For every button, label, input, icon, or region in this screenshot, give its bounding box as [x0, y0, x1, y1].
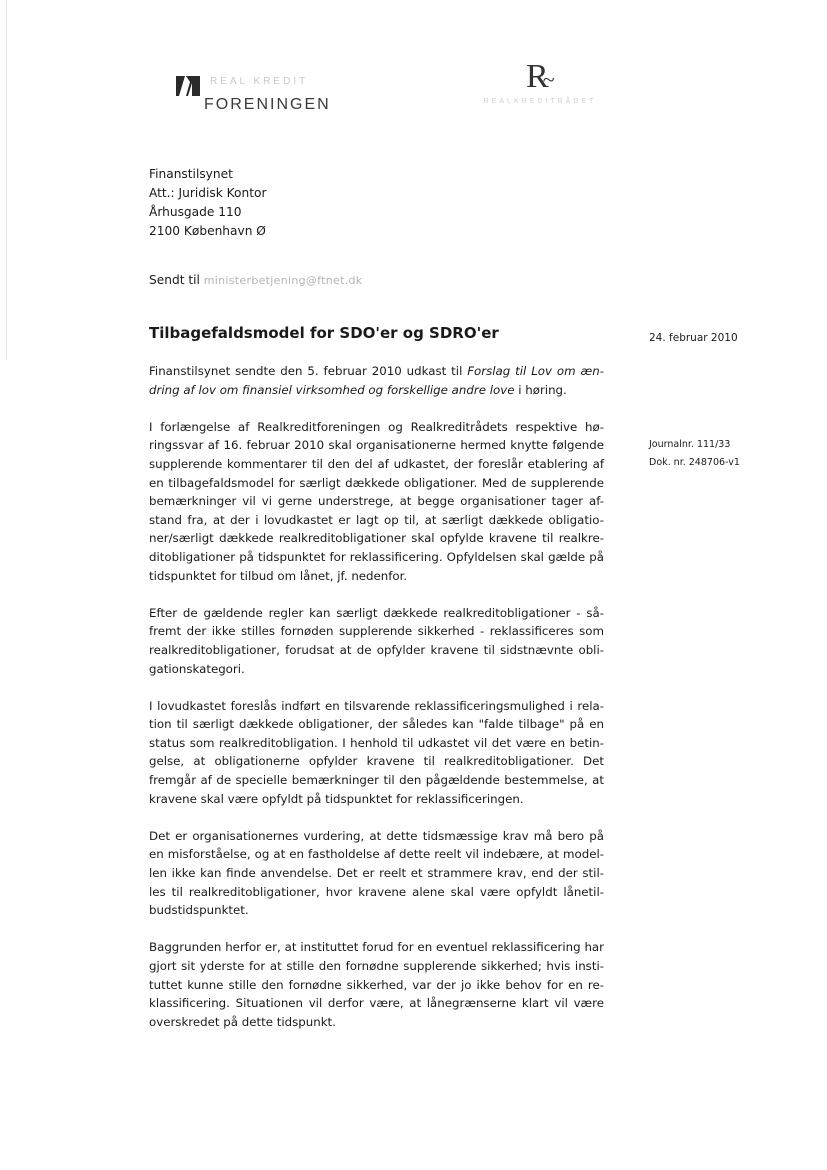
- paragraph-line: kravene skal være opfyldt på tidspunktet for reklassificeringen.: [149, 791, 524, 806]
- paragraph-line: overskredet på dette tidspunkt.: [149, 1014, 336, 1029]
- paragraph-line: budstidspunktet.: [149, 903, 249, 918]
- paragraph-line: status som realkreditobligation. I henhold til udkastet vil det være en betin-: [149, 735, 604, 750]
- sent-to-line: [149, 273, 362, 287]
- sent-to-email: ministerbetjening@ftnet.dk: [203, 274, 363, 287]
- logo-right-monogram-letter: R: [526, 58, 543, 95]
- foreningen-logo-mark-icon: [176, 74, 200, 96]
- paragraph-line: gjort sit yderste for at stille den fornødne supplerende sikkerhed; hvis insti-: [149, 959, 604, 973]
- recipient-line-3: Århusgade 110: [149, 205, 242, 219]
- paragraph-line: Det er organisationernes vurdering, at dette tidsmæssige krav må bero på: [149, 828, 604, 843]
- paragraph-3: [149, 604, 604, 678]
- paragraph-line: en misforståelse, og at en fastholdelse af dette reelt vil indebære, at model-: [149, 847, 604, 862]
- recipient-line-4: 2100 København Ø: [149, 224, 266, 238]
- paragraph-line: tion til særligt dækkede obligationer, der således kan "falde tilbage" på en: [149, 717, 604, 732]
- document-number: Dok. nr. 248706-v1: [649, 457, 740, 468]
- recipient-address: [149, 165, 266, 241]
- recipient-line-1: Finanstilsynet: [149, 167, 233, 181]
- paragraph-line: ringssvar af 16. februar 2010 skal organisationerne hermed knytte følgende: [149, 438, 604, 453]
- paragraph-line: fremt der ikke stilles fornøden supplerende sikkerhed - reklassificeres som: [149, 624, 604, 639]
- letter-body: [149, 362, 604, 1050]
- paragraph-line: bemærkninger vil vi gerne understrege, at begge organisationer tager af-: [149, 494, 604, 509]
- logo-right-tagline: REALKREDITRÅDET: [483, 98, 597, 105]
- p1-italic-a: Forslag til Lov om æn-: [467, 364, 604, 378]
- paragraph-line: en tilbagefaldsmodel for særligt dækkede obligationer. Med de supplerende: [149, 475, 604, 490]
- letter-date: 24. februar 2010: [649, 332, 738, 344]
- p1-text-b: i høring.: [514, 382, 567, 397]
- paragraph-line: supplerende kommentarer til den del af udkastet, der foreslår etablering af: [149, 456, 604, 471]
- paragraph-1: [149, 362, 604, 399]
- paragraph-line: gelse, at obligationerne opfylder kravene til realkreditobligationer. Det: [149, 754, 604, 769]
- journal-reference: [649, 436, 740, 472]
- paragraph-line: gationskategori.: [149, 661, 245, 676]
- paragraph-line: fremgår af de specielle bemærkninger til den pågældende bestemmelse, at: [149, 773, 604, 788]
- paragraph-line: les til realkreditobligationer, hvor kravene alene skal være opfyldt lånetil-: [149, 884, 604, 899]
- paragraph-line: I forlængelse af Realkreditforeningen og Realkreditrådets respektive hø-: [149, 419, 604, 434]
- p1-text-a: Finanstilsynet sendte den 5. februar 2010 udkast til: [149, 364, 468, 378]
- logo-right-flourish-icon: ~: [542, 67, 555, 92]
- letter-title: Tilbagefaldsmodel for SDO'er og SDRO'er: [149, 324, 499, 342]
- realkreditraadet-logo: [460, 58, 620, 118]
- paragraph-line: I lovudkastet foreslås indført en tilsvarende reklassificeringsmulighed i rela-: [149, 698, 604, 713]
- sent-to-label: Sendt til: [149, 273, 200, 287]
- paragraph-line: stand fra, at der i lovudkastet er lagt op til, at særligt dækkede obligatio-: [149, 512, 604, 527]
- paragraph-5: [149, 827, 604, 920]
- page-edge-rule: [6, 0, 7, 360]
- recipient-line-2: Att.: Juridisk Kontor: [149, 186, 267, 200]
- paragraph-line: ditobligationer på tidspunktet for reklassificering. Opfyldelsen skal gælde på: [149, 549, 604, 564]
- journal-number: Journalnr. 111/33: [649, 439, 731, 450]
- paragraph-line: klassificering. Situationen vil derfor være, at lånegrænserne klart vil være: [149, 996, 604, 1011]
- paragraph-4: [149, 697, 604, 809]
- paragraph-line: len ikke kan finde anvendelse. Det er reelt et strammere krav, end der stil-: [149, 866, 604, 881]
- paragraph-line: Baggrunden herfor er, at instituttet forud for en eventuel reklassificering har: [149, 940, 604, 955]
- paragraph-line: tidspunktet for tilbud om lånet, jf. nedenfor.: [149, 568, 408, 583]
- p1-italic-b: dring af lov om finansiel virksomhed og forskellige andre love: [149, 382, 515, 397]
- logo-left-name: FORENINGEN: [204, 96, 331, 113]
- paragraph-6: [149, 938, 604, 1031]
- paragraph-line: ner/særligt dækkede realkreditobligationer skal opfylde kravene til realkre-: [149, 531, 604, 546]
- paragraph-line: realkreditobligationer, forudsat at de opfylder kravene til sidstnævnte obli-: [149, 642, 604, 657]
- logo-left-prefix: REAL KREDIT: [210, 76, 309, 87]
- realkreditforeningen-logo: [176, 70, 346, 120]
- paragraph-2: [149, 418, 604, 585]
- paragraph-line: [149, 362, 604, 381]
- logo-right-monogram: [526, 58, 555, 96]
- paragraph-line: tuttet kunne stille den fornødne sikkerhed, var der jo ikke behov for en re-: [149, 977, 604, 992]
- paragraph-line: Efter de gældende regler kan særligt dækkede realkreditobligationer - så-: [149, 605, 604, 620]
- paragraph-line: [149, 381, 604, 400]
